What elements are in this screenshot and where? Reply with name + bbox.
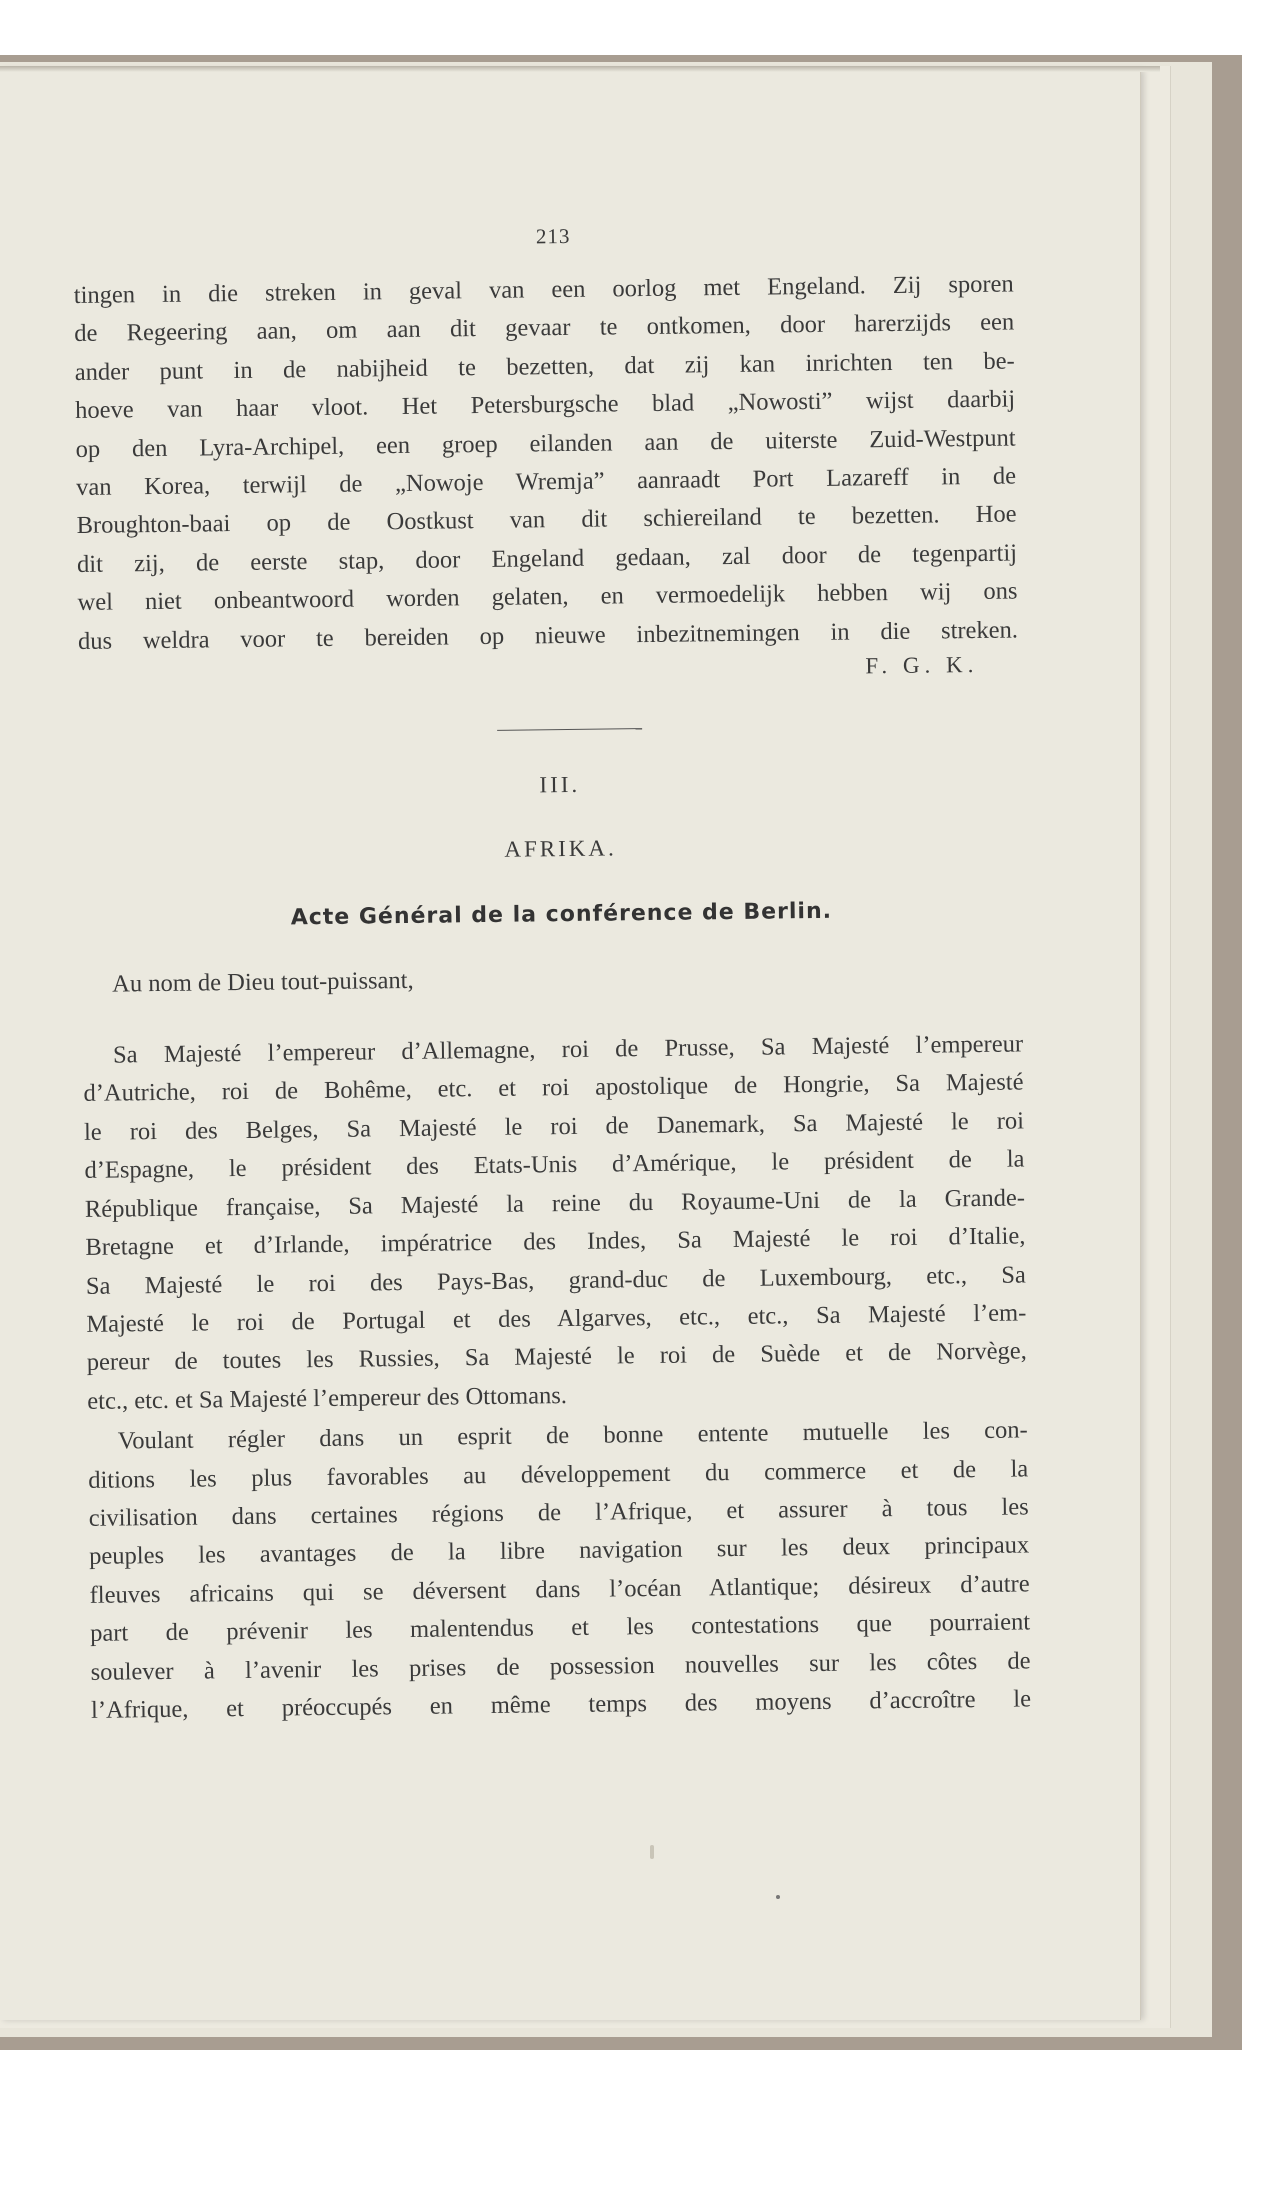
document-title: Acte Général de la conférence de Berlin. bbox=[290, 898, 833, 931]
text-line: Bretagne et d’Irlande, impératrice des Indes, Sa Majesté le roi d’Italie, bbox=[85, 1222, 1026, 1262]
text-line: peuples les avantages de la libre navigation sur les deux principaux bbox=[89, 1531, 1030, 1571]
text-line: d’Espagne, le président des Etats-Unis d’Amérique, le président de la bbox=[84, 1145, 1025, 1185]
text-line: wel niet onbeantwoord worden gelaten, en vermoedelijk hebben wij ons bbox=[77, 577, 1018, 617]
text-line: Majesté le roi de Portugal et des Algarves, etc., etc., Sa Majesté l’em- bbox=[86, 1299, 1027, 1338]
text-line: hoeve van haar vloot. Het Petersburgsche blad „Nowosti” wijst daarbij bbox=[75, 385, 1016, 425]
author-signature: F. G. K. bbox=[865, 652, 979, 679]
text-line: tingen in die streken in geval van een oorlog met Engeland. Zij sporen bbox=[73, 270, 1014, 309]
text-line: l’Afrique, et préoccupés en même temps des moyens d’accroître le bbox=[90, 1685, 1032, 1724]
text-line: Broughton-baai op de Oostkust van dit schiereiland te bezetten. Hoe bbox=[76, 500, 1017, 540]
section-number: III. bbox=[539, 771, 581, 798]
page-top-edge bbox=[0, 66, 1160, 72]
text-line: dit zij, de eerste stap, door Engeland gedaan, zal door de tegenpartij bbox=[76, 539, 1018, 578]
text-line: pereur de toutes les Russies, Sa Majesté le roi de Suède et de Norvège, bbox=[86, 1337, 1027, 1377]
page-content bbox=[73, 219, 1031, 1731]
text-line: etc., etc. et Sa Majesté l’empereur des Ottomans. bbox=[87, 1381, 568, 1415]
paragraph-voulant bbox=[88, 1412, 1032, 1731]
paragraph-sovereigns bbox=[83, 1026, 1028, 1422]
text-line: civilisation dans certaines régions de l’Afrique, et assurer à tous les bbox=[88, 1493, 1029, 1532]
section-title: AFRIKA. bbox=[504, 835, 617, 862]
text-line: van Korea, terwijl de „Nowoje Wremja” aanraadt Port Lazareff in de bbox=[75, 462, 1017, 502]
text-line: le roi des Belges, Sa Majesté le roi de Danemark, Sa Majesté le roi bbox=[83, 1107, 1025, 1146]
text-line: d’Autriche, roi de Bohême, etc. et roi apostolique de Hongrie, Sa Majesté bbox=[83, 1068, 1024, 1108]
text-line: ditions les plus favorables au développement du commerce et de la bbox=[88, 1454, 1029, 1494]
text-line: Sa Majesté l’empereur d’Allemagne, roi de Prusse, Sa Majesté l’empereur bbox=[112, 1030, 1024, 1069]
text-line: dus weldra voor te bereiden op nieuwe inbezitnemingen in die streken. bbox=[77, 616, 1019, 655]
text-line: Voulant régler dans un esprit de bonne entente mutuelle les con- bbox=[117, 1416, 1028, 1455]
text-line: soulever à l’avenir les prises de possession nouvelles sur les côtes de bbox=[90, 1646, 1031, 1686]
section-divider bbox=[497, 728, 642, 731]
text-line: op den Lyra-Archipel, een groep eilanden aan de uiterste Zuid-Westpunt bbox=[75, 424, 1016, 463]
text-line: République française, Sa Majesté la reine du Royaume-Uni de la Grande- bbox=[84, 1184, 1026, 1223]
paragraph-dutch bbox=[74, 266, 1019, 662]
salutation: Au nom de Dieu tout-puissant, bbox=[112, 966, 414, 998]
text-line: fleuves africains qui se déversent dans l’océan Atlantique; désireux d’autre bbox=[89, 1570, 1030, 1609]
paper-blemish bbox=[650, 1845, 654, 1859]
text-line: de Regeering aan, om aan dit gevaar te ontkomen, door harerzijds een bbox=[74, 308, 1015, 348]
text-line: part de prévenir les malentendus et les contestations que pourraient bbox=[89, 1608, 1031, 1648]
page-number: 213 bbox=[535, 223, 571, 249]
paper-blemish bbox=[776, 1895, 780, 1899]
text-line: Sa Majesté le roi des Pays-Bas, grand-duc de Luxembourg, etc., Sa bbox=[85, 1260, 1026, 1300]
text-line: ander punt in de nabijheid te bezetten, dat zij kan inrichten ten be- bbox=[74, 347, 1015, 386]
